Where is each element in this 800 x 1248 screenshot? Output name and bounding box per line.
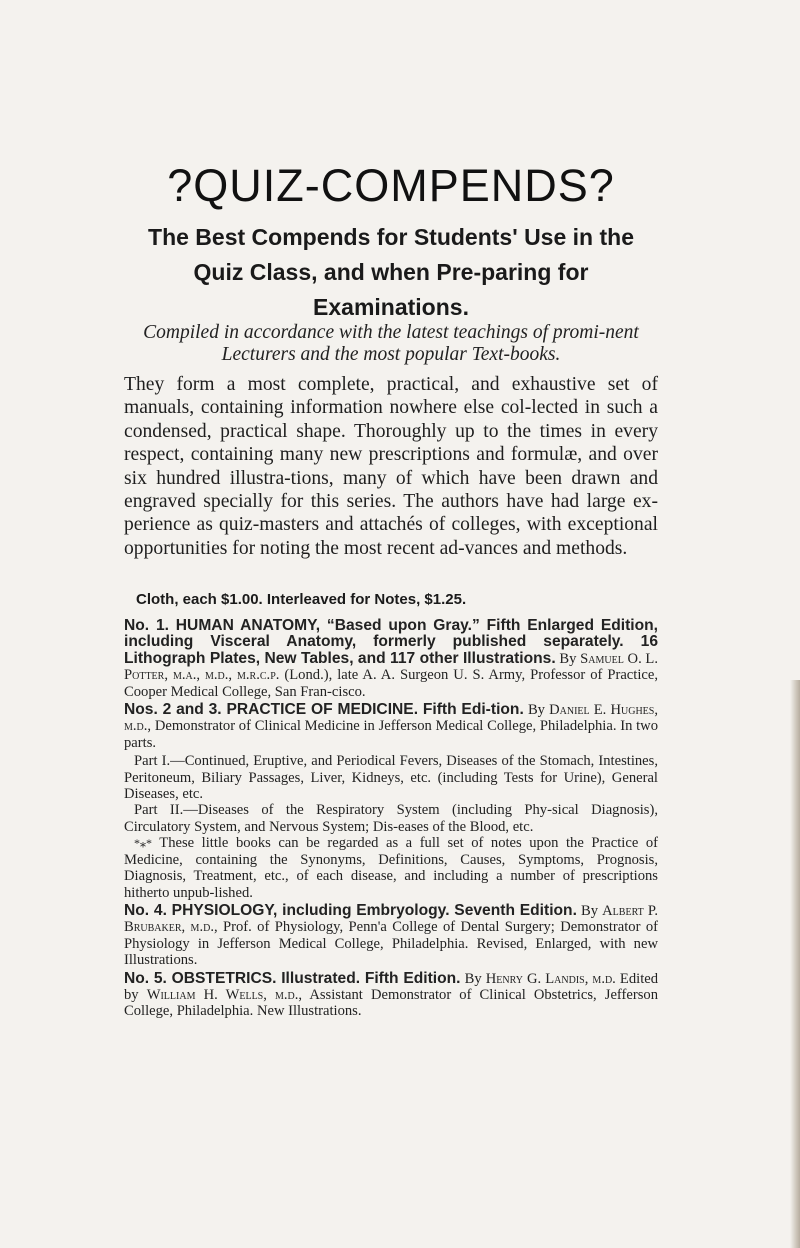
entry-text: (Lond.), late A. A. Surgeon U. S. Army, Professor of Practice, Cooper Medical College, San Fran-cisco. (124, 667, 658, 700)
entry-heading: No. 1. HUMAN ANATOMY, “Based upon Gray.” Fifth Enlarged Edition, including Visceral Anatomy, formerly published separately. 16 Lithograph Plates, New Tables, and 117 other Illustrations. (124, 617, 658, 667)
entry-edited-by: Edited by (124, 970, 659, 1003)
medicine-part-one (124, 753, 658, 802)
medicine-note (124, 835, 658, 901)
entry-author: Daniel E. Hughes, m.d., (124, 702, 658, 735)
entry-author: Samuel O. L. Potter, m.a., m.d., m.r.c.p. (124, 650, 658, 684)
page-edge-shadow (790, 680, 800, 1248)
entry-practice-of-medicine (124, 702, 658, 751)
entry-heading: Nos. 2 and 3. PRACTICE OF MEDICINE. Fifth Edi-tion. (124, 701, 524, 719)
compiled-note: Compiled in accordance with the latest teachings of promi-nent Lecturers and the most popular Text-books. (143, 322, 639, 365)
part-text: —Diseases of the Respiratory System (including Phy-sical Diagnosis), Circulatory System, and Nervous System; Dis-eases of the Blood, etc. (124, 802, 658, 835)
entry-heading: No. 5. OBSTETRICS. Illustrated. Fifth Edition. (124, 969, 461, 987)
intro-paragraph: They form a most complete, practical, and exhaustive set of manuals, containing information nowhere else col-lected in such a condensed, practical shape. Thoroughly up to the times in every respect, containing many new prescriptions and formulæ, and over six hundred illustra-tions, many of which have been drawn and engraved specially for this series. The authors have had large ex-perience as quiz-masters and attachés of colleges, with exceptional opportunities for noting the most recent ad-vances and methods. (124, 374, 658, 559)
entry-human-anatomy (124, 618, 658, 700)
part-label: Part II. (134, 802, 184, 819)
entry-by: By (527, 702, 545, 719)
part-text: —Continued, Eruptive, and Periodical Fevers, Diseases of the Stomach, Intestines, Peritoneum, Biliary Passages, Liver, Kidneys, etc. (including Tests for Urine), General Diseases, etc. (124, 753, 658, 803)
note-asterism: *⁎* (134, 836, 152, 851)
entry-text: Demonstrator of Clinical Medicine in Jefferson Medical College, Philadelphia. In two parts. (124, 718, 659, 751)
series-title: ?QUIZ-COMPENDS? (167, 160, 615, 211)
part-label: Part I. (134, 753, 171, 770)
entry-by: By (581, 902, 599, 919)
medicine-part-two (124, 802, 658, 835)
entry-editor: William H. Wells, m.d., (146, 986, 303, 1003)
entry-author: Henry G. Landis, m.d. (485, 970, 616, 987)
book-list (124, 618, 658, 1022)
entry-text: Prof. of Physiology, Penn'a College of Dental Surgery; Demonstrator of Physiology in Jefferson Medical College, Philadelphia. Revised, Enlarged, with new Illustrations. (124, 919, 658, 969)
entry-text: Assistant Demonstrator of Clinical Obstetrics, Jefferson College, Philadelphia. New Illustrations. (124, 986, 658, 1020)
entry-by: By (464, 970, 482, 987)
note-text: These little books can be regarded as a full set of notes upon the Practice of Medicine, containing the Synonyms, Definitions, Causes, Symptoms, Prognosis, Diagnosis, Treatment, etc., of each disease, and including a number of prescriptions hitherto unpub-lished. (124, 835, 659, 901)
entry-by: By (559, 650, 577, 667)
entry-obstetrics (124, 971, 658, 1020)
entry-author: Albert P. Brubaker, m.d., (124, 902, 658, 936)
entry-heading: No. 4. PHYSIOLOGY, including Embryology. Seventh Edition. (124, 901, 577, 919)
price-line: Cloth, each $1.00. Interleaved for Notes, $1.25. (136, 591, 467, 608)
subtitle: The Best Compends for Students' Use in the Quiz Class, and when Pre-paring for Examinations. (148, 224, 634, 320)
entry-physiology (124, 903, 658, 969)
